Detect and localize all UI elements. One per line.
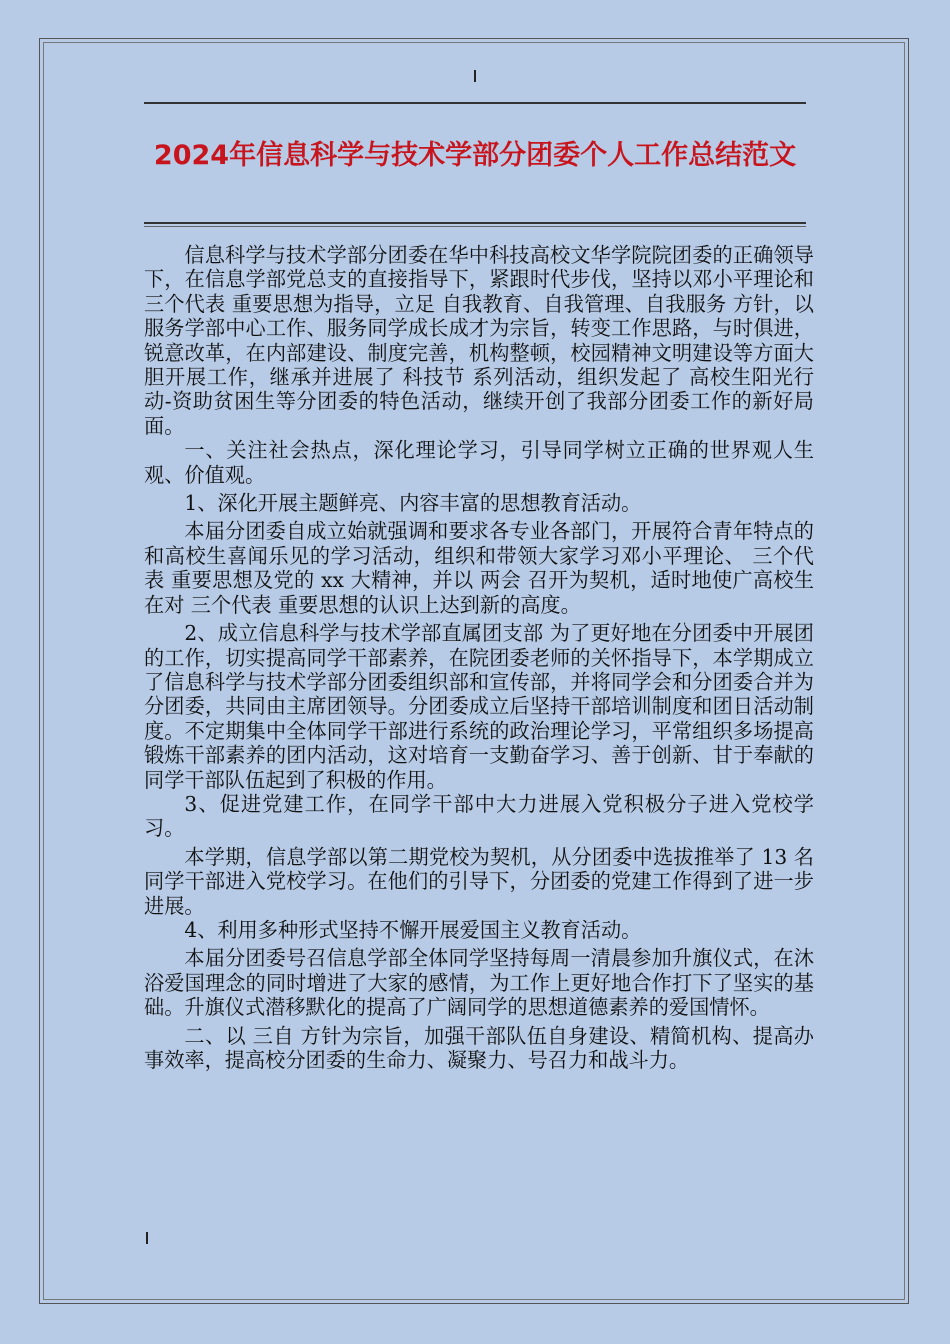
document-title: 2024年信息科学与技术学部分团委个人工作总结范文 [153, 140, 797, 171]
paragraph-2: 2、成立信息科学与技术学部直属团支部 为了更好地在分团委中开展团的工作，切实提高同学干部素养，在院团委老师的关怀指导下，本学期成立了信息科学与技术学部分团委组织部和宣传部，并将同学会和分团委合并为分团委，共同由主席团领导。分团委成立后坚持干部培训制度和团日活动制度。不定期集中全体同学干部进行系统的政治理论学习，平常组织多场提高锻炼干部素养的团内活动，这对培育一支勤奋学习、善于创新、甘于奉献的同学干部队伍起到了积极的作用。 [144, 621, 814, 792]
heading-section-2: 二、以 三自 方针为宗旨，加强干部队伍自身建设、精简机构、提高办事效率，提高校分团委的生命力、凝聚力、号召力和战斗力。 [144, 1023, 814, 1072]
document-body [144, 243, 814, 1072]
footer-text-cursor [146, 1232, 148, 1244]
title-rule [144, 222, 806, 224]
paragraph-4: 本届分团委号召信息学部全体同学坚持每周一清晨参加升旗仪式，在沐浴爱国理念的同时增进了大家的感情，为工作上更好地合作打下了坚实的基础。升旗仪式潜移默化的提高了广阔同学的思想道德素养的爱国情怀。 [144, 946, 814, 1020]
header-rule [144, 102, 806, 104]
paragraph-1: 本届分团委自成立始就强调和要求各专业各部门，开展符合青年特点的和高校生喜闻乐见的学习活动，组织和带领大家学习邓小平理论、 三个代表 重要思想及党的 xx 大精神，并以 两会 召开为契机，适时地使广高校生在对 三个代表 重要思想的认识上达到新的高度。 [144, 519, 814, 617]
header-text-cursor [474, 70, 476, 82]
subheading-3: 3、促进党建工作，在同学干部中大力进展入党积极分子进入党校学习。 [144, 791, 814, 841]
subheading-1: 1、深化开展主题鲜亮、内容丰富的思想教育活动。 [184, 491, 642, 516]
heading-section-1: 一、关注社会热点，深化理论学习，引导同学树立正确的世界观人生观、价值观。 [144, 438, 814, 487]
title-rule-thin [144, 226, 806, 227]
paragraph-intro: 信息科学与技术学部分团委在华中科技高校文华学院院团委的正确领导下，在信息学部党总支的直接指导下，紧跟时代步伐，坚持以邓小平理论和 三个代表 重要思想为指导，立足 自我教育、自我管理、自我服务 方针，以 服务学部中心工作、服务同学成长成才为宗旨，转变工作思路，与时俱进，锐意改革，在内部建设、制度完善，机构整顿，校园精神文明建设等方面大胆开展工作，继承并进展了 科技节 系列活动，组织发起了 高校生阳光行动-资助贫困生等分团委的特色活动，继续开创了我部分团委工作的新好局面。 [144, 243, 814, 438]
paragraph-3: 本学期，信息学部以第二期党校为契机，从分团委中选拔推举了 13 名同学干部进入党校学习。在他们的引导下，分团委的党建工作得到了进一步进展。 [144, 844, 814, 918]
subheading-4: 4、利用多种形式坚持不懈开展爱国主义教育活动。 [184, 917, 642, 942]
